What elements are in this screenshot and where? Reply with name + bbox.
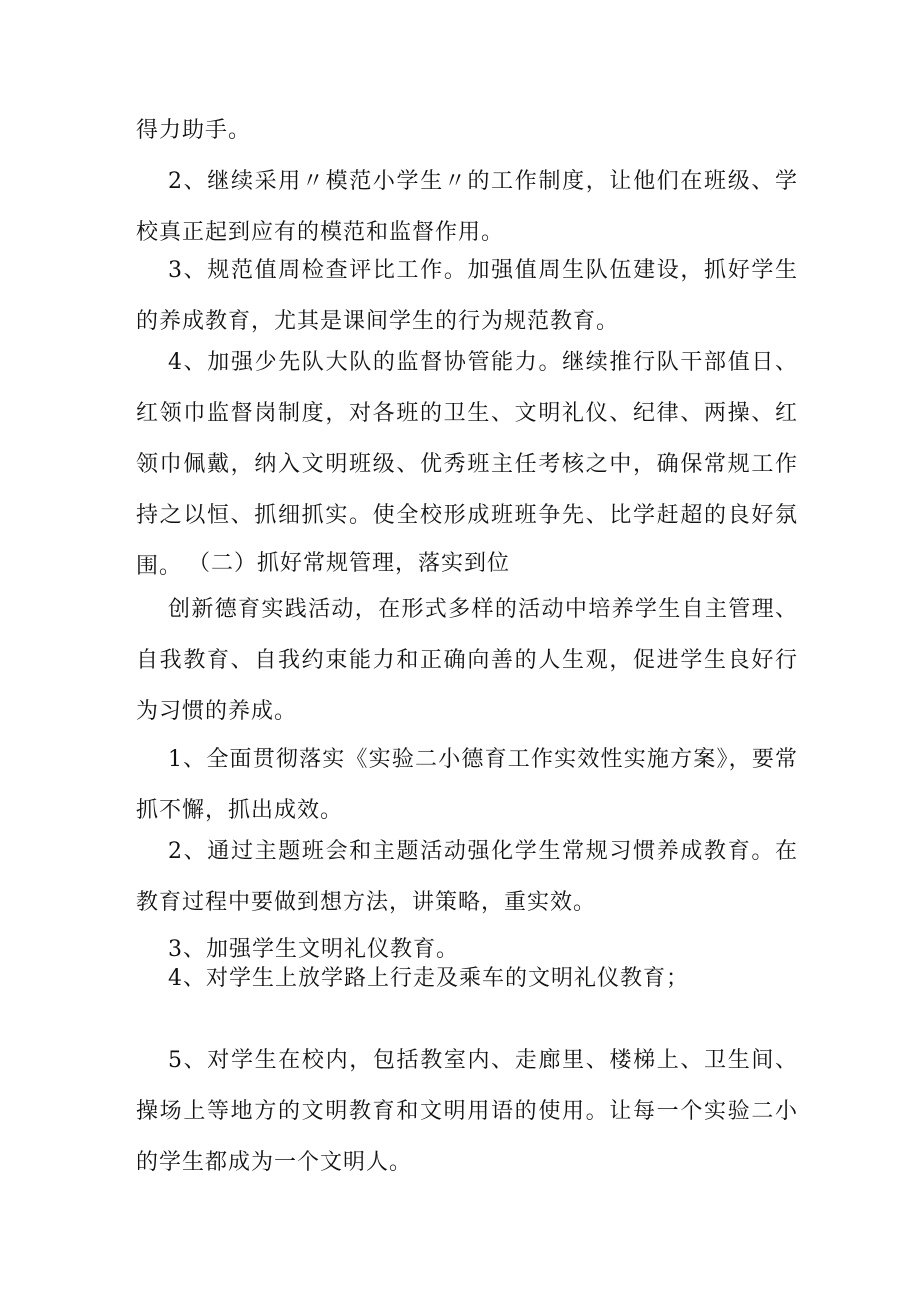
paragraph-item-3-weekly-duty: 3、规范值周检查评比工作。加强值周生队伍建设，抓好学生的养成教育，尤其是课间学生的行为规范教育。 — [136, 258, 798, 334]
paragraph-item-1-implementation: 1、全面贯彻落实《实验二小德育工作实效性实施方案》，要常抓不懈，抓出成效。 — [136, 747, 798, 823]
paragraph-moral-education-intro: 创新德育实践活动，在形式多样的活动中培养学生自主管理、自我教育、自我约束能力和正确向善的人生观，促进学生良好行为习惯的养成。 — [136, 597, 798, 724]
paragraph-item-5-campus-civility: 5、对学生在校内，包括教室内、走廊里、楼梯上、卫生间、操场上等地方的文明教育和文明用语的使用。让每一个实验二小的学生都成为一个文明人。 — [136, 1048, 798, 1175]
paragraph-continuation: 得力助手。 — [136, 118, 252, 143]
paragraph-item-2-model-student: 2、继续采用〃模范小学生〃的工作制度，让他们在班级、学校真正起到应有的模范和监督作用。 — [136, 169, 798, 245]
section-heading-routine-management: （二）抓好常规管理，落实到位 — [188, 551, 511, 576]
paragraph-item-3-etiquette: 3、加强学生文明礼仪教育。 — [168, 937, 459, 962]
paragraph-item-2-class-meetings: 2、通过主题班会和主题活动强化学生常规习惯养成教育。在教育过程中要做到想方法，讲策略，重实效。 — [136, 839, 798, 915]
paragraph-item-4-commute-etiquette: 4、对学生上放学路上行走及乘车的文明礼仪教育； — [168, 966, 689, 991]
paragraph-item-4-pioneer-supervision: 4、加强少先队大队的监督协管能力。继续推行队干部值日、红领巾监督岗制度，对各班的卫生、文明礼仪、纪律、两操、红领巾佩戴，纳入文明班级、优秀班主任考核之中，确保常规工作持之以恒、抓细抓实。使全校形成班班争先、比学赶超的良好氛围。 — [136, 350, 798, 579]
